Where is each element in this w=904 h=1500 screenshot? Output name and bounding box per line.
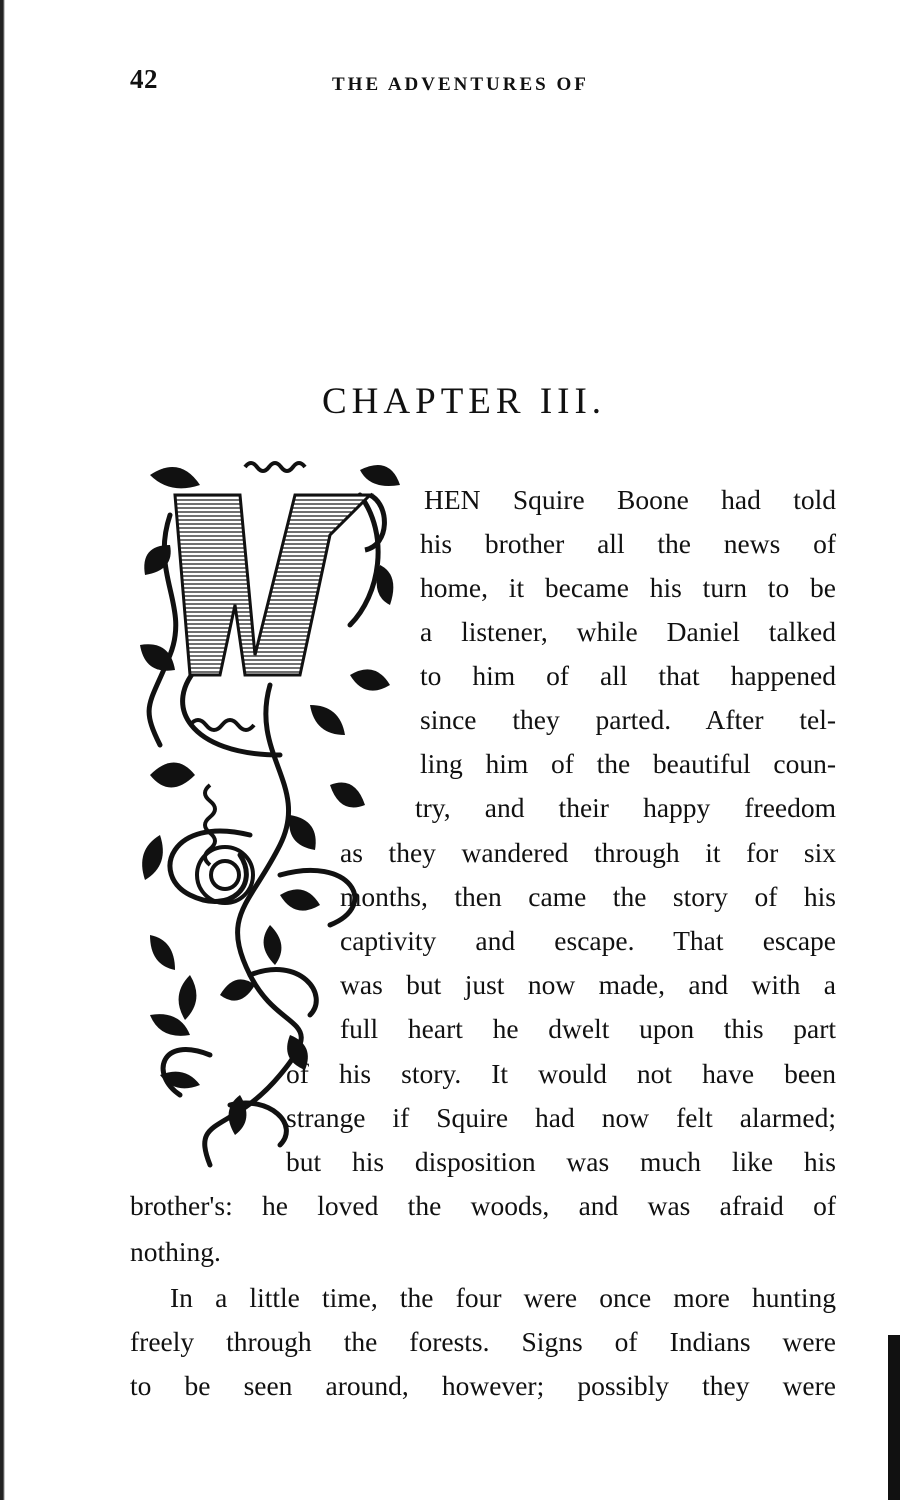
text-line: as they wandered through it for six bbox=[340, 837, 836, 868]
text-line: freely through the forests. Signs of Indians were bbox=[130, 1326, 836, 1357]
text-line: a listener, while Daniel talked bbox=[420, 616, 836, 647]
text-line: captivity and escape. That escape bbox=[340, 925, 836, 956]
text-line: his brother all the news of bbox=[420, 528, 836, 559]
page-number: 42 bbox=[130, 64, 158, 94]
text-line: full heart he dwelt upon this part bbox=[340, 1013, 836, 1044]
text-line: nothing. bbox=[130, 1236, 221, 1267]
text-line: since they parted. After tel- bbox=[420, 704, 836, 735]
text-line: was but just now made, and with a bbox=[340, 969, 836, 1000]
text-line: home, it became his turn to be bbox=[420, 572, 836, 603]
chapter-title: CHAPTER III. bbox=[322, 381, 607, 422]
text-line: try, and their happy freedom bbox=[415, 792, 836, 823]
text-line: to him of all that happened bbox=[420, 660, 836, 691]
text-line: months, then came the story of his bbox=[340, 881, 836, 912]
text-line: to be seen around, however; possibly they were bbox=[130, 1370, 836, 1401]
page-right-edge-shadow bbox=[888, 1335, 900, 1500]
text-line: ling him of the beautiful coun- bbox=[420, 748, 836, 779]
text-line: strange if Squire had now felt alarmed; bbox=[286, 1102, 836, 1133]
text-line: of his story. It would not have been bbox=[286, 1058, 836, 1089]
text-line: but his disposition was much like his bbox=[286, 1146, 836, 1177]
text-line: brother's: he loved the woods, and was afraid of bbox=[130, 1190, 836, 1221]
page-left-edge bbox=[0, 0, 5, 1500]
running-head: THE ADVENTURES OF bbox=[332, 74, 589, 95]
text-line: HEN Squire Boone had told bbox=[424, 484, 836, 515]
text-line: In a little time, the four were once more hunting bbox=[170, 1282, 836, 1313]
